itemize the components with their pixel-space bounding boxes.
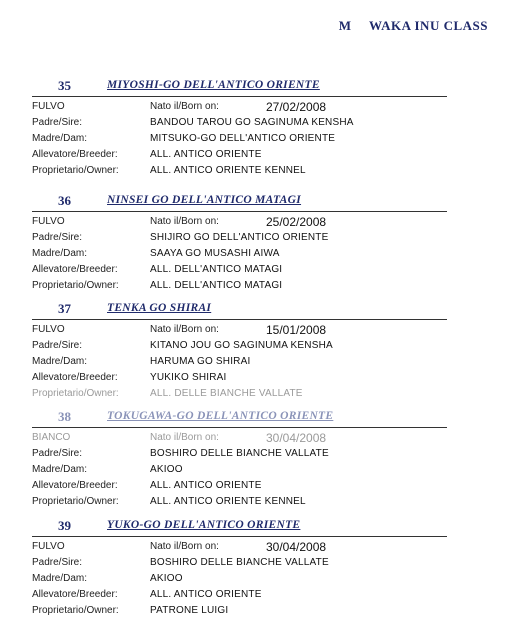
- owner-value: ALL. ANTICO ORIENTE KENNEL: [150, 165, 306, 176]
- dog-entry-36: [0, 193, 508, 291]
- sire-value: SHIJIRO GO DELL'ANTICO ORIENTE: [150, 232, 329, 243]
- dam-label: Madre/Dam:: [32, 133, 88, 144]
- sire-label: Padre/Sire:: [32, 340, 83, 351]
- dam-value: AKIOO: [150, 464, 183, 475]
- owner-row: [0, 604, 508, 620]
- born-label: Nato il/Born on:: [150, 324, 219, 335]
- dog-name: MIYOSHI-GO DELL'ANTICO ORIENTE: [107, 79, 320, 91]
- dam-label: Madre/Dam:: [32, 356, 88, 367]
- sire-label: Padre/Sire:: [32, 557, 83, 568]
- sire-value: BANDOU TAROU GO SAGINUMA KENSHA: [150, 117, 354, 128]
- breeder-label: Allevatore/Breeder:: [32, 589, 118, 600]
- color-row: [0, 540, 508, 556]
- sire-row: [0, 231, 508, 247]
- dog-name: YUKO-GO DELL'ANTICO ORIENTE: [107, 519, 301, 531]
- dog-entry-38: [0, 409, 508, 507]
- entry-number: 38: [58, 409, 71, 424]
- dog-entry-37: [0, 301, 508, 399]
- dog-name: NINSEI GO DELL'ANTICO MATAGI: [107, 194, 302, 206]
- born-label: Nato il/Born on:: [150, 432, 219, 443]
- born-date: 30/04/2008: [266, 431, 327, 445]
- breeder-label: Allevatore/Breeder:: [32, 149, 118, 160]
- sire-label: Padre/Sire:: [32, 117, 83, 128]
- born-date: 30/04/2008: [266, 540, 327, 554]
- breeder-value: ALL. ANTICO ORIENTE: [150, 589, 262, 600]
- dam-label: Madre/Dam:: [32, 573, 88, 584]
- entry-number: 35: [58, 78, 71, 93]
- dog-name: TOKUGAWA-GO DELL'ANTICO ORIENTE: [107, 410, 334, 422]
- dam-label: Madre/Dam:: [32, 248, 88, 259]
- entry-divider: [32, 536, 447, 537]
- color-row: [0, 323, 508, 339]
- class-title: WAKA INU CLASS: [369, 18, 488, 33]
- entry-divider: [32, 319, 447, 320]
- entry-number: 37: [58, 301, 71, 316]
- born-label: Nato il/Born on:: [150, 541, 219, 552]
- sire-value: BOSHIRO DELLE BIANCHE VALLATE: [150, 448, 329, 459]
- born-label: Nato il/Born on:: [150, 216, 219, 227]
- entry-number: 36: [58, 193, 71, 208]
- breeder-row: [0, 588, 508, 604]
- coat-color: BIANCO: [32, 432, 71, 443]
- owner-row: [0, 279, 508, 295]
- entry-divider: [32, 427, 447, 428]
- sire-value: BOSHIRO DELLE BIANCHE VALLATE: [150, 557, 329, 568]
- dam-value: MITSUKO-GO DELL'ANTICO ORIENTE: [150, 133, 336, 144]
- dam-row: [0, 132, 508, 148]
- dam-value: HARUMA GO SHIRAI: [150, 356, 251, 367]
- coat-color: FULVO: [32, 101, 65, 112]
- sire-value: KITANO JOU GO SAGINUMA KENSHA: [150, 340, 333, 351]
- entry-divider: [32, 211, 447, 212]
- sire-row: [0, 556, 508, 572]
- owner-label: Proprietario/Owner:: [32, 605, 119, 616]
- sire-label: Padre/Sire:: [32, 232, 83, 243]
- dam-row: [0, 572, 508, 588]
- owner-value: PATRONE LUIGI: [150, 605, 229, 616]
- breeder-row: [0, 148, 508, 164]
- breeder-row: [0, 263, 508, 279]
- born-date: 27/02/2008: [266, 100, 327, 114]
- owner-row: [0, 164, 508, 180]
- sire-row: [0, 447, 508, 463]
- breeder-row: [0, 371, 508, 387]
- owner-row: [0, 387, 508, 403]
- born-date: 25/02/2008: [266, 215, 327, 229]
- owner-value: ALL. DELL'ANTICO MATAGI: [150, 280, 283, 291]
- sire-row: [0, 339, 508, 355]
- breeder-label: Allevatore/Breeder:: [32, 264, 118, 275]
- breeder-value: ALL. ANTICO ORIENTE: [150, 480, 262, 491]
- coat-color: FULVO: [32, 216, 65, 227]
- owner-label: Proprietario/Owner:: [32, 496, 119, 507]
- breeder-value: ALL. DELL'ANTICO MATAGI: [150, 264, 283, 275]
- sire-row: [0, 116, 508, 132]
- breeder-label: Allevatore/Breeder:: [32, 480, 118, 491]
- dam-label: Madre/Dam:: [32, 464, 88, 475]
- dam-value: SAAYA GO MUSASHI AIWA: [150, 248, 280, 259]
- owner-label: Proprietario/Owner:: [32, 388, 119, 399]
- breeder-value: ALL. ANTICO ORIENTE: [150, 149, 262, 160]
- color-row: [0, 100, 508, 116]
- owner-label: Proprietario/Owner:: [32, 165, 119, 176]
- dam-row: [0, 355, 508, 371]
- breeder-value: YUKIKO SHIRAI: [150, 372, 227, 383]
- owner-value: ALL. ANTICO ORIENTE KENNEL: [150, 496, 306, 507]
- born-label: Nato il/Born on:: [150, 101, 219, 112]
- color-row: [0, 215, 508, 231]
- born-date: 15/01/2008: [266, 323, 327, 337]
- class-letter: M: [338, 18, 352, 33]
- dam-value: AKIOO: [150, 573, 183, 584]
- breeder-label: Allevatore/Breeder:: [32, 372, 118, 383]
- dam-row: [0, 463, 508, 479]
- coat-color: FULVO: [32, 324, 65, 335]
- entry-divider: [32, 96, 447, 97]
- breeder-row: [0, 479, 508, 495]
- dog-name: TENKA GO SHIRAI: [107, 302, 212, 314]
- sire-label: Padre/Sire:: [32, 448, 83, 459]
- coat-color: FULVO: [32, 541, 65, 552]
- dam-row: [0, 247, 508, 263]
- class-header: [339, 18, 488, 34]
- color-row: [0, 431, 508, 447]
- owner-row: [0, 495, 508, 511]
- dog-entry-35: [0, 78, 508, 176]
- entry-number: 39: [58, 518, 71, 533]
- owner-value: ALL. DELLE BIANCHE VALLATE: [150, 388, 303, 399]
- owner-label: Proprietario/Owner:: [32, 280, 119, 291]
- dog-entry-39: [0, 518, 508, 616]
